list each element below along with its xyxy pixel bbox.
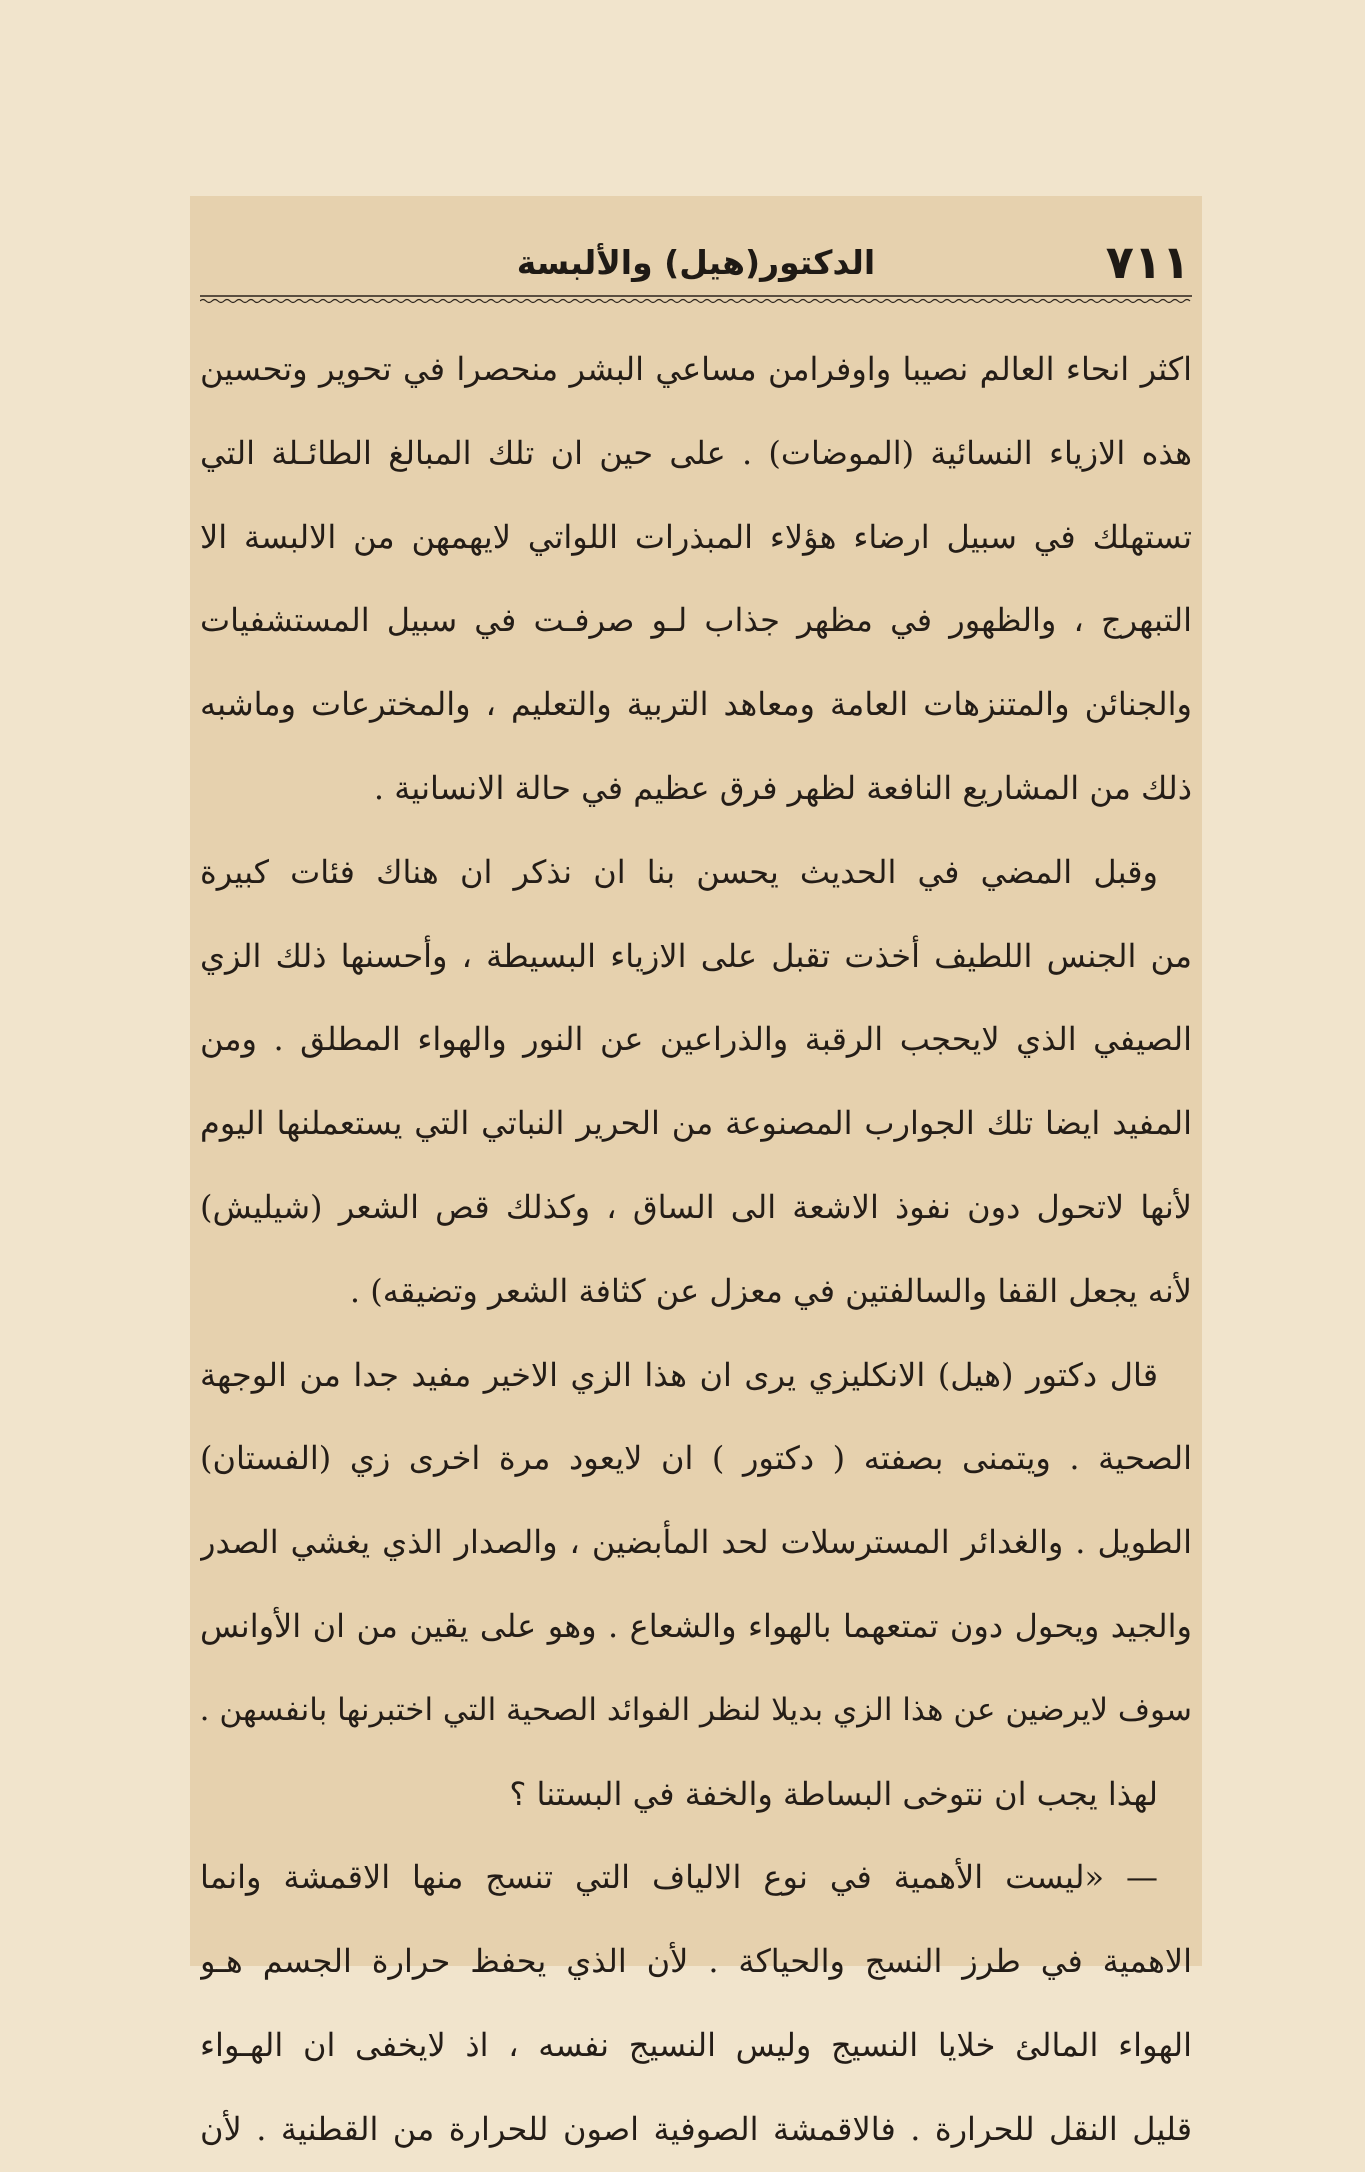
text-line: الهواء المالئ خلايا النسيج وليس النسيج نفسه ، اذ لايخفى ان الهـواء	[200, 2025, 1192, 2064]
book-page	[190, 196, 1202, 2148]
text-line: هذه الازياء النسائية (الموضات) . على حين ان تلك المبالغ الطائـلة التي	[200, 433, 1192, 472]
text-line: والجنائن والمتنزهات العامة ومعاهد التربية والتعليم ، والمخترعات وماشبه	[200, 685, 1192, 724]
text-line: من الجنس اللطيف أخذت تقبل على الازياء البسيطة ، وأحسنها ذلك الزي	[200, 936, 1192, 975]
page-number: ٧١١	[1105, 235, 1190, 289]
text-line: سوف لايرضين عن هذا الزي بديلا لنظر الفوائد الصحية التي اختبرنها بانفسهن .	[200, 1691, 1192, 1728]
text-line: ذلك من المشاريع النافعة لظهر فرق عظيم في حالة الانسانية .	[373, 768, 1192, 807]
text-line: قليل النقل للحرارة . فالاقمشة الصوفية اصون للحرارة من القطنية . لأن	[200, 2109, 1192, 2148]
page-header	[190, 232, 1202, 296]
text-line: لهذا يجب ان نتوخى البساطة والخفة في البستنا ؟	[509, 1774, 1158, 1813]
text-line: قال دكتور (هيل) الانكليزي يرى ان هذا الزي الاخير مفيد جدا من الوجهة	[200, 1355, 1158, 1394]
text-line: الصحية . ويتمنى بصفته ( دكتور ) ان لايعود مرة اخرى زي (الفستان)	[200, 1439, 1192, 1478]
text-line: وقبل المضي في الحديث يحسن بنا ان نذكر ان هناك فئات كبيرة	[200, 852, 1158, 891]
text-line: اكثر انحاء العالم نصيبا واوفرامن مساعي البشر منحصرا في تحوير وتحسين	[200, 350, 1192, 388]
body-text	[200, 328, 1192, 2172]
text-line: لأنها لاتحول دون نفوذ الاشعة الى الساق ، وكذلك قص الشعر (شيليش)	[200, 1187, 1192, 1226]
text-line: المفيد ايضا تلك الجوارب المصنوعة من الحرير النباتي التي يستعملنها اليوم	[200, 1104, 1192, 1143]
running-title: الدكتور(هيل) والألبسة	[516, 243, 876, 282]
header-rule	[200, 294, 1192, 304]
text-line: لأنه يجعل القفا والسالفتين في معزل عن كثافة الشعر وتضيقه) .	[349, 1271, 1192, 1310]
text-line: والجيد ويحول دون تمتعهما بالهواء والشعاع . وهو على يقين من ان الأوانس	[200, 1606, 1192, 1645]
text-line: الطويل . والغدائر المسترسلات لحد المأبضين ، والصدار الذي يغشي الصدر	[200, 1523, 1192, 1562]
text-line: الصيفي الذي لايحجب الرقبة والذراعين عن النور والهواء المطلق . ومن	[200, 1020, 1192, 1059]
text-line: تستهلك في سبيل ارضاء هؤلاء المبذرات اللواتي لايهمهن من الالبسة الا	[200, 517, 1192, 556]
text-line: الاهمية في طرز النسج والحياكة . لأن الذي يحفظ حرارة الجسم هـو	[200, 1942, 1192, 1981]
text-line: التبهرج ، والظهور في مظهر جذاب لـو صرفـت في سبيل المستشفيات	[200, 601, 1192, 640]
text-line: — «ليست الأهمية في نوع الالياف التي تنسج منها الاقمشة وانما	[200, 1858, 1159, 1897]
